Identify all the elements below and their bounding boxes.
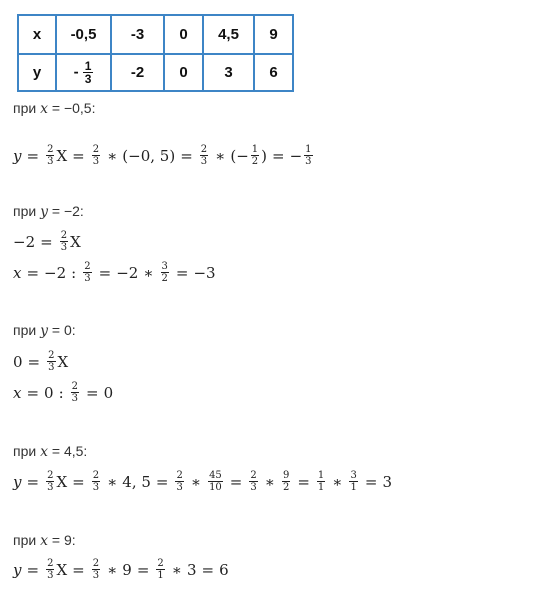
table-cell-x: -0,5 <box>56 15 111 54</box>
table-cell-y: -2 <box>111 54 164 91</box>
table-header-x: x <box>18 15 56 54</box>
table-row-x <box>18 15 293 54</box>
values-table <box>17 14 294 92</box>
section-label: при x = −0,5: <box>13 100 96 117</box>
equation-3b: x = 0 : $\frac{2}{3}$ = 0 <box>13 381 114 404</box>
table-cell-x: 9 <box>254 15 293 54</box>
y-fraction <box>83 60 94 85</box>
table-cell-x: -3 <box>111 15 164 54</box>
y-fraction-num: 1 <box>84 59 92 73</box>
section-x-45 <box>13 443 87 460</box>
section-label: при y = −2: <box>13 203 84 220</box>
table-cell-x: 0 <box>164 15 203 54</box>
table-cell-y: 3 <box>203 54 254 91</box>
section-label: при x = 9: <box>13 532 76 549</box>
section-y-neg2 <box>13 203 84 220</box>
table-row-y <box>18 54 293 91</box>
equation-2b: x = −2 : $\frac{2}{3}$ = −2 ∗ $\frac{3}{2}$ = −3 <box>13 261 216 284</box>
section-y-0 <box>13 322 76 339</box>
equation-5: y = $\frac{2}{3}$ X = $\frac{2}{3}$ ∗ 9 = $\frac{2}{1}$ ∗ 3 = 6 <box>13 558 229 581</box>
table-cell-y: 6 <box>254 54 293 91</box>
section-label: при y = 0: <box>13 322 76 339</box>
section-x-9 <box>13 532 76 549</box>
section-x-neg05 <box>13 100 95 117</box>
equation-1: y = $\frac{2}{3}$ X = $\frac{2}{3}$ ∗ (−0, 5) = $\frac{2}{3}$ ∗ (− $\frac{1}{2}$ ) = − $\frac{1}{3}$ <box>13 144 312 167</box>
y-fraction-den: 3 <box>84 72 92 86</box>
table-cell-y <box>56 54 111 91</box>
equation-2a: −2 = $\frac{2}{3}$ X <box>13 230 81 253</box>
table-cell-y: 0 <box>164 54 203 91</box>
section-label: при x = 4,5: <box>13 443 88 460</box>
equation-3a: 0 = $\frac{2}{3}$ X <box>13 350 69 373</box>
equation-4: y = $\frac{2}{3}$ X = $\frac{2}{3}$ ∗ 4, 5 = $\frac{2}{3}$ ∗ $\frac{45}{10}$ = $\frac{2}{3}$ ∗ $\frac{9}{2}$ = $\frac{1}{1}$ ∗ $\frac{3}{1}$ = 3 <box>13 470 392 493</box>
table-cell-x: 4,5 <box>203 15 254 54</box>
y-sign: - <box>73 63 79 81</box>
table-header-y: y <box>18 54 56 91</box>
